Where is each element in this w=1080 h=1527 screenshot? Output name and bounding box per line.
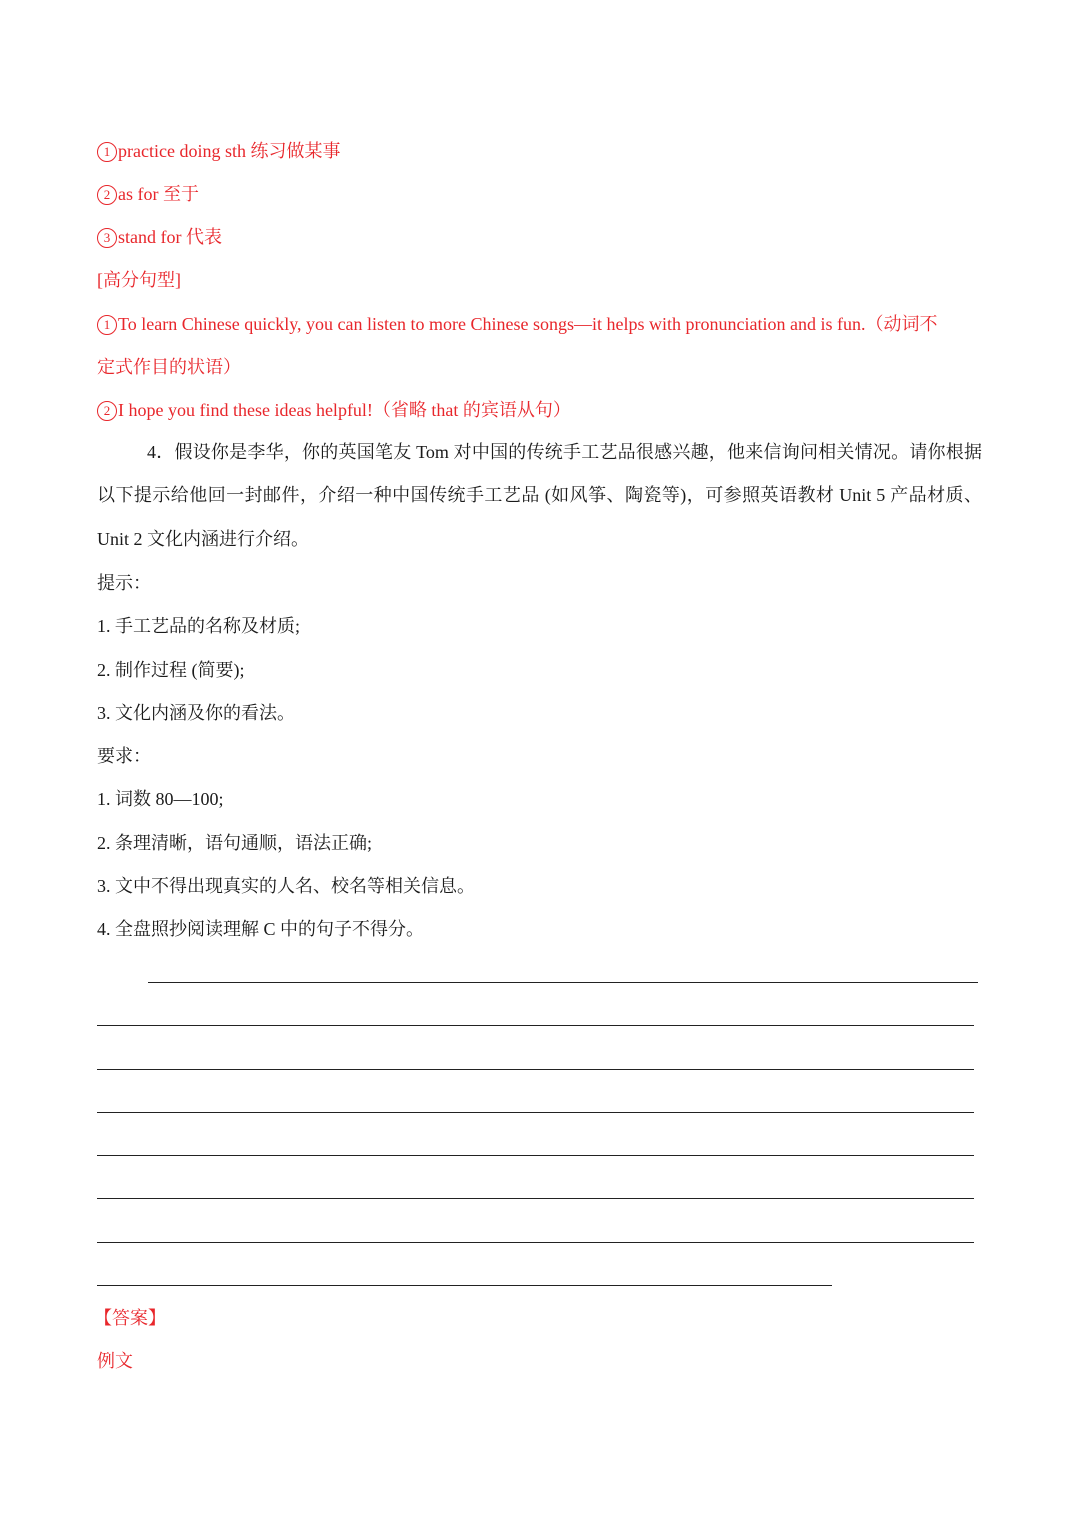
sentence-item-1-continuation: 定式作目的状语） (97, 357, 241, 377)
hints-title: 提示： (97, 573, 151, 593)
circled-number: 2 (97, 401, 117, 421)
phrase-text: stand for 代表 (118, 227, 222, 247)
sentence-item-1 (97, 312, 937, 336)
task-number: 4． (147, 442, 175, 462)
answer-blank-line[interactable] (97, 1285, 832, 1286)
circled-number: 1 (97, 315, 117, 335)
answer-blank-line[interactable] (97, 1198, 974, 1199)
task-body: 假设你是李华，你的英国笔友 Tom 对中国的传统手工艺品很感兴趣，他来信询问相关情况。请你根据以下提示给他回一封邮件，介绍一种中国传统手工艺品 (如风筝、陶瓷等)，可参照英语教材 Unit 5 产品材质、Unit 2 文化内涵进行介绍。 (97, 442, 982, 549)
answer-blank-line[interactable] (97, 1242, 974, 1243)
requirements-title: 要求： (97, 746, 151, 766)
circled-number: 2 (97, 185, 117, 205)
answer-blank-line[interactable] (97, 1112, 974, 1113)
circled-number: 1 (97, 142, 117, 162)
requirement-item-1: 1. 词数 80—100; (97, 789, 224, 809)
phrase-text: practice doing sth 练习做某事 (118, 141, 341, 161)
phrase-item-2 (97, 182, 199, 206)
sentence-item-2 (97, 398, 571, 422)
writing-task-prompt (97, 431, 982, 561)
example-label: 例文 (97, 1351, 133, 1371)
phrase-item-1 (97, 139, 340, 163)
requirement-item-4: 4. 全盘照抄阅读理解 C 中的句子不得分。 (97, 919, 425, 939)
answer-blank-line[interactable] (148, 982, 978, 983)
answer-blank-line[interactable] (97, 1155, 974, 1156)
phrase-item-3 (97, 225, 222, 249)
answer-blank-line[interactable] (97, 1025, 974, 1026)
requirement-item-3: 3. 文中不得出现真实的人名、校名等相关信息。 (97, 876, 475, 896)
phrase-text: as for 至于 (118, 184, 199, 204)
hint-item-3: 3. 文化内涵及你的看法。 (97, 703, 295, 723)
circled-number: 3 (97, 228, 117, 248)
requirement-item-2: 2. 条理清晰，语句通顺，语法正确; (97, 833, 372, 853)
sentence-heading: [高分句型] (97, 270, 181, 290)
answer-blank-line[interactable] (97, 1069, 974, 1070)
answer-label: 【答案】 (94, 1308, 166, 1328)
hint-item-2: 2. 制作过程 (简要); (97, 660, 245, 680)
sentence-text: To learn Chinese quickly, you can listen to more Chinese songs—it helps with pronunciation and is fun.（动词不 (118, 314, 938, 334)
hint-item-1: 1. 手工艺品的名称及材质; (97, 616, 300, 636)
sentence-text: I hope you find these ideas helpful!（省略 that 的宾语从句） (118, 400, 571, 420)
